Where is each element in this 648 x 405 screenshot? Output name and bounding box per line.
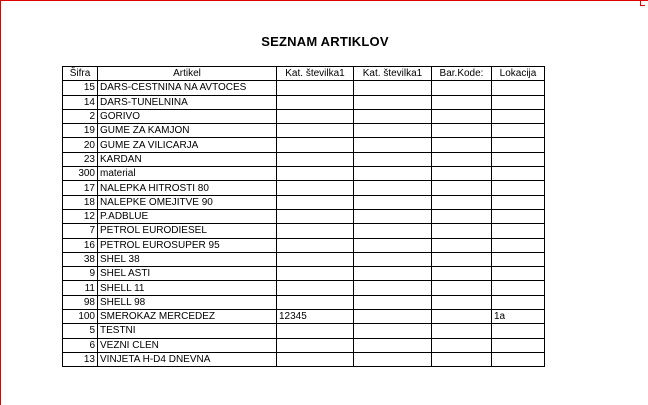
cell-bar-kode [432, 95, 492, 109]
table-row [63, 109, 545, 123]
cell-sifra: 17 [63, 181, 98, 195]
cell-kat-stevilka-2 [354, 138, 432, 152]
cell-kat-stevilka-2 [354, 81, 432, 95]
table-row [63, 152, 545, 166]
table-row [63, 252, 545, 266]
cell-sifra: 14 [63, 95, 98, 109]
cell-kat-stevilka-1 [277, 267, 354, 281]
column-header-artikel: Artikel [98, 67, 277, 81]
cell-lokacija [492, 338, 545, 352]
cell-bar-kode [432, 138, 492, 152]
cell-kat-stevilka-1 [277, 352, 354, 366]
cell-lokacija [492, 252, 545, 266]
column-header-bar-kode: Bar.Kode: [432, 67, 492, 81]
cell-artikel: GUME ZA VILICARJA [98, 138, 277, 152]
cell-kat-stevilka-1 [277, 224, 354, 238]
cell-kat-stevilka-2 [354, 324, 432, 338]
table-body [63, 81, 545, 367]
table-row [63, 195, 545, 209]
cell-artikel: material [98, 167, 277, 181]
cell-kat-stevilka-2 [354, 95, 432, 109]
cell-sifra: 16 [63, 238, 98, 252]
cell-artikel: GUME ZA KAMJON [98, 124, 277, 138]
table-row [63, 310, 545, 324]
cell-lokacija [492, 138, 545, 152]
table-row [63, 181, 545, 195]
cell-lokacija [492, 281, 545, 295]
table-row [63, 352, 545, 366]
cell-kat-stevilka-2 [354, 124, 432, 138]
cell-lokacija [492, 267, 545, 281]
cell-bar-kode [432, 324, 492, 338]
cell-kat-stevilka-1 [277, 209, 354, 223]
cell-bar-kode [432, 338, 492, 352]
cell-bar-kode [432, 267, 492, 281]
table-row [63, 138, 545, 152]
cell-sifra: 23 [63, 152, 98, 166]
cell-sifra: 7 [63, 224, 98, 238]
table-row [63, 295, 545, 309]
table-row [63, 338, 545, 352]
table-row [63, 281, 545, 295]
cell-bar-kode [432, 181, 492, 195]
table-row [63, 209, 545, 223]
report-title: SEZNAM ARTIKLOV [261, 34, 389, 49]
cell-artikel: VINJETA H-D4 DNEVNA [98, 352, 277, 366]
cell-kat-stevilka-2 [354, 195, 432, 209]
table-row [63, 95, 545, 109]
cell-bar-kode [432, 224, 492, 238]
cell-bar-kode [432, 238, 492, 252]
cell-kat-stevilka-2 [354, 267, 432, 281]
cell-artikel: VEZNI CLEN [98, 338, 277, 352]
cell-sifra: 12 [63, 209, 98, 223]
cell-kat-stevilka-2 [354, 252, 432, 266]
cell-artikel: SHEL ASTI [98, 267, 277, 281]
cell-lokacija [492, 167, 545, 181]
cell-bar-kode [432, 109, 492, 123]
cell-kat-stevilka-2 [354, 209, 432, 223]
cell-kat-stevilka-2 [354, 295, 432, 309]
column-header-kat-stevilka-2: Kat. številka1 [354, 67, 432, 81]
cell-kat-stevilka-2 [354, 238, 432, 252]
cell-kat-stevilka-1 [277, 181, 354, 195]
column-header-sifra: Šifra [63, 67, 98, 81]
cell-artikel: KARDAN [98, 152, 277, 166]
cell-artikel: DARS-CESTNINA NA AVTOCES [98, 81, 277, 95]
cell-kat-stevilka-2 [354, 281, 432, 295]
table-row [63, 267, 545, 281]
cell-artikel: SHEL 38 [98, 252, 277, 266]
cell-lokacija [492, 324, 545, 338]
cell-sifra: 5 [63, 324, 98, 338]
cell-kat-stevilka-2 [354, 109, 432, 123]
cell-bar-kode [432, 167, 492, 181]
cell-lokacija [492, 152, 545, 166]
cell-bar-kode [432, 152, 492, 166]
cell-lokacija: 1a [492, 310, 545, 324]
table-row [63, 224, 545, 238]
cell-kat-stevilka-1 [277, 167, 354, 181]
table-row [63, 238, 545, 252]
cell-kat-stevilka-1 [277, 338, 354, 352]
cell-kat-stevilka-2 [354, 152, 432, 166]
cell-bar-kode [432, 81, 492, 95]
cell-artikel: NALEPKA HITROSTI 80 [98, 181, 277, 195]
column-header-lokacija: Lokacija [492, 67, 545, 81]
cell-sifra: 18 [63, 195, 98, 209]
cell-bar-kode [432, 252, 492, 266]
page-corner-mark [640, 1, 645, 6]
cell-kat-stevilka-1 [277, 152, 354, 166]
cell-sifra: 9 [63, 267, 98, 281]
cell-kat-stevilka-1 [277, 138, 354, 152]
cell-bar-kode [432, 281, 492, 295]
table-row [63, 324, 545, 338]
table-row [63, 167, 545, 181]
cell-lokacija [492, 95, 545, 109]
table-row [63, 124, 545, 138]
cell-kat-stevilka-2 [354, 310, 432, 324]
cell-kat-stevilka-1 [277, 281, 354, 295]
cell-kat-stevilka-2 [354, 181, 432, 195]
cell-lokacija [492, 181, 545, 195]
cell-lokacija [492, 209, 545, 223]
cell-kat-stevilka-1 [277, 124, 354, 138]
cell-bar-kode [432, 352, 492, 366]
cell-artikel: SHELL 98 [98, 295, 277, 309]
cell-sifra: 300 [63, 167, 98, 181]
cell-sifra: 13 [63, 352, 98, 366]
cell-lokacija [492, 195, 545, 209]
articles-table [62, 66, 545, 367]
cell-sifra: 98 [63, 295, 98, 309]
cell-artikel: SMEROKAZ MERCEDEZ [98, 310, 277, 324]
cell-kat-stevilka-1 [277, 195, 354, 209]
cell-artikel: SHELL 11 [98, 281, 277, 295]
cell-kat-stevilka-1 [277, 252, 354, 266]
cell-lokacija [492, 352, 545, 366]
cell-kat-stevilka-1: 12345 [277, 310, 354, 324]
cell-lokacija [492, 238, 545, 252]
column-header-kat-stevilka-1: Kat. številka1 [277, 67, 354, 81]
cell-lokacija [492, 295, 545, 309]
cell-bar-kode [432, 310, 492, 324]
cell-kat-stevilka-2 [354, 338, 432, 352]
cell-bar-kode [432, 124, 492, 138]
cell-kat-stevilka-2 [354, 167, 432, 181]
cell-sifra: 19 [63, 124, 98, 138]
cell-kat-stevilka-1 [277, 95, 354, 109]
cell-artikel: NALEPKE OMEJITVE 90 [98, 195, 277, 209]
cell-sifra: 2 [63, 109, 98, 123]
cell-artikel: PETROL EURODIESEL [98, 224, 277, 238]
cell-artikel: GORIVO [98, 109, 277, 123]
cell-artikel: P.ADBLUE [98, 209, 277, 223]
cell-sifra: 20 [63, 138, 98, 152]
table-row [63, 81, 545, 95]
cell-bar-kode [432, 195, 492, 209]
cell-artikel: DARS-TUNELNINA [98, 95, 277, 109]
cell-kat-stevilka-1 [277, 295, 354, 309]
cell-lokacija [492, 124, 545, 138]
cell-kat-stevilka-2 [354, 224, 432, 238]
cell-kat-stevilka-1 [277, 324, 354, 338]
cell-artikel: TESTNI [98, 324, 277, 338]
cell-kat-stevilka-1 [277, 81, 354, 95]
cell-sifra: 11 [63, 281, 98, 295]
cell-sifra: 6 [63, 338, 98, 352]
cell-lokacija [492, 109, 545, 123]
cell-bar-kode [432, 209, 492, 223]
cell-lokacija [492, 81, 545, 95]
cell-lokacija [492, 224, 545, 238]
cell-sifra: 15 [63, 81, 98, 95]
cell-bar-kode [432, 295, 492, 309]
cell-kat-stevilka-1 [277, 109, 354, 123]
cell-sifra: 38 [63, 252, 98, 266]
cell-artikel: PETROL EUROSUPER 95 [98, 238, 277, 252]
table-header-row [63, 67, 545, 81]
cell-kat-stevilka-1 [277, 238, 354, 252]
cell-kat-stevilka-2 [354, 352, 432, 366]
cell-sifra: 100 [63, 310, 98, 324]
